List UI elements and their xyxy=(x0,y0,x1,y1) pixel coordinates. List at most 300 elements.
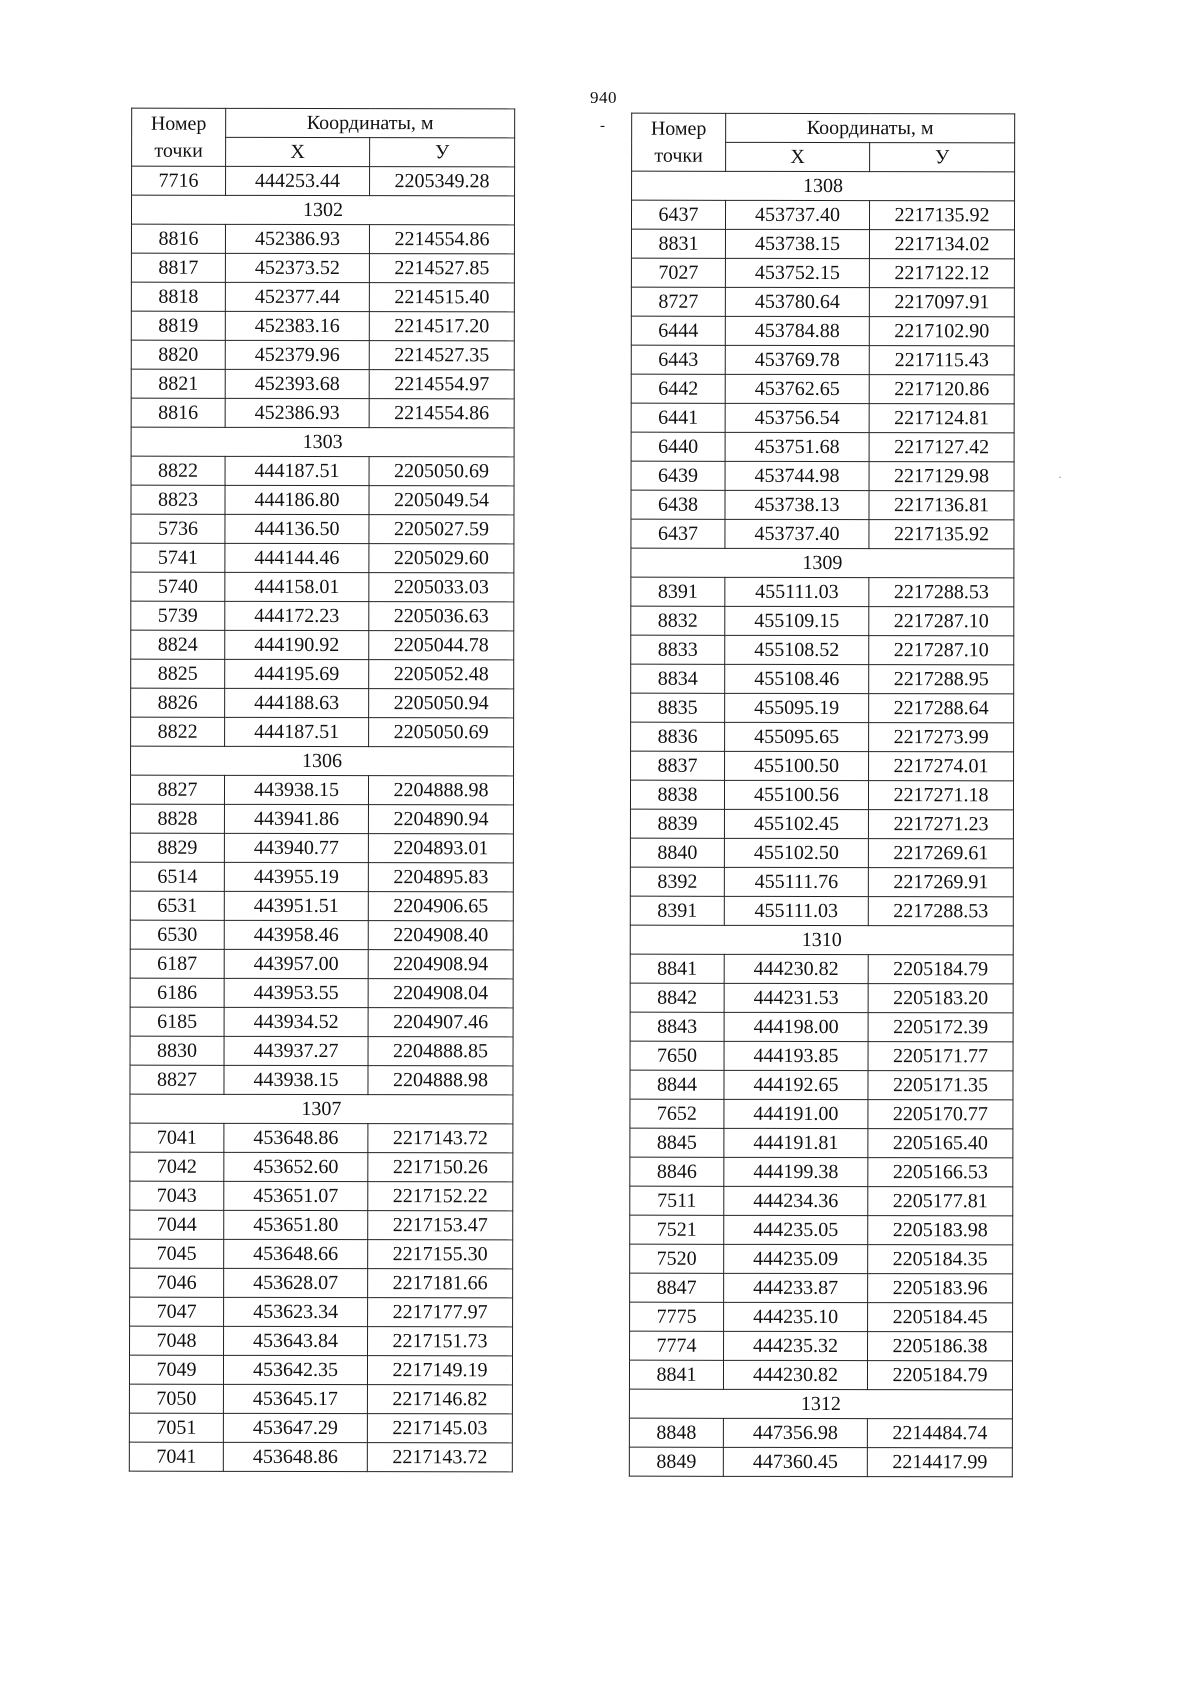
table-row xyxy=(129,1355,512,1385)
table-row xyxy=(131,543,514,573)
y-coordinate-cell: 2205183.20 xyxy=(868,984,1013,1013)
y-coordinate-cell: 2217135.92 xyxy=(869,520,1014,549)
y-header: У xyxy=(370,138,515,167)
x-coordinate-cell: 444187.51 xyxy=(225,717,369,746)
x-coordinate-cell: 444233.87 xyxy=(724,1273,868,1302)
table-row xyxy=(131,514,514,544)
point-number-cell: 6437 xyxy=(631,519,725,548)
table-row xyxy=(631,374,1014,404)
x-coordinate-cell: 452379.96 xyxy=(225,340,369,369)
table-row xyxy=(631,519,1014,549)
point-number-cell: 8839 xyxy=(630,809,724,838)
x-coordinate-cell: 453752.15 xyxy=(725,258,869,287)
y-coordinate-cell: 2217155.30 xyxy=(368,1240,513,1269)
y-coordinate-cell: 2217122.12 xyxy=(869,259,1014,288)
table-row xyxy=(631,577,1014,607)
point-number-cell: 8830 xyxy=(130,1036,224,1065)
y-coordinate-cell: 2217287.10 xyxy=(869,607,1014,636)
x-coordinate-cell: 443938.15 xyxy=(224,1065,368,1094)
point-number-cell: 7042 xyxy=(130,1152,224,1181)
point-number-cell: 8843 xyxy=(630,1012,724,1041)
x-coordinate-cell: 455108.46 xyxy=(725,664,869,693)
table-row xyxy=(131,369,514,399)
y-coordinate-cell: 2204893.01 xyxy=(368,834,513,863)
y-coordinate-cell: 2205029.60 xyxy=(369,544,514,573)
point-number-cell: 6443 xyxy=(631,345,725,374)
x-coordinate-cell: 444235.05 xyxy=(724,1215,868,1244)
point-number-cell: 7047 xyxy=(130,1297,224,1326)
x-coordinate-cell: 444188.63 xyxy=(225,688,369,717)
y-coordinate-cell: 2204908.94 xyxy=(368,950,513,979)
x-coordinate-cell: 444231.53 xyxy=(724,983,868,1012)
y-coordinate-cell: 2205050.69 xyxy=(369,718,514,747)
y-coordinate-cell: 2214515.40 xyxy=(369,283,514,312)
point-number-cell: 6444 xyxy=(631,316,725,345)
x-coordinate-cell: 444172.23 xyxy=(225,601,369,630)
table-row xyxy=(130,1036,513,1066)
y-coordinate-cell: 2205171.35 xyxy=(868,1071,1013,1100)
table-row xyxy=(630,1099,1013,1129)
y-coordinate-cell: 2217150.26 xyxy=(368,1153,513,1182)
section-row xyxy=(630,925,1013,955)
section-row xyxy=(131,746,514,776)
x-coordinate-cell: 452386.93 xyxy=(225,224,369,253)
point-number-cell: 6442 xyxy=(631,374,725,403)
x-coordinate-cell: 453648.86 xyxy=(224,1123,368,1152)
x-coordinate-cell: 444230.82 xyxy=(723,1360,867,1389)
table-row xyxy=(631,751,1014,781)
x-coordinate-cell: 453737.40 xyxy=(725,519,869,548)
x-coordinate-cell: 453737.40 xyxy=(725,200,869,229)
y-coordinate-cell: 2214527.85 xyxy=(369,254,514,283)
point-number-cell: 8829 xyxy=(130,833,224,862)
table-row xyxy=(631,229,1014,259)
table-row xyxy=(131,630,514,660)
x-coordinate-cell: 453651.07 xyxy=(224,1181,368,1210)
point-number-cell: 8816 xyxy=(131,224,225,253)
x-coordinate-cell: 444191.81 xyxy=(724,1128,868,1157)
point-number-cell: 6437 xyxy=(631,200,725,229)
y-coordinate-cell: 2205177.81 xyxy=(868,1187,1013,1216)
point-number-cell: 7045 xyxy=(130,1239,224,1268)
section-label: 1309 xyxy=(631,548,1014,578)
x-coordinate-cell: 455095.65 xyxy=(725,722,869,751)
y-coordinate-cell: 2217274.01 xyxy=(869,752,1014,781)
point-number-cell: 6187 xyxy=(130,949,224,978)
point-number-cell: 8816 xyxy=(131,398,225,427)
y-coordinate-cell: 2205052.48 xyxy=(369,660,514,689)
y-coordinate-cell: 2205184.79 xyxy=(868,955,1013,984)
table-row xyxy=(131,456,514,486)
y-coordinate-cell: 2204888.98 xyxy=(368,776,513,805)
y-coordinate-cell: 2205172.39 xyxy=(868,1013,1013,1042)
x-coordinate-cell: 453623.34 xyxy=(224,1297,368,1326)
y-coordinate-cell: 2204888.85 xyxy=(368,1037,513,1066)
section-label: 1303 xyxy=(131,427,514,457)
x-coordinate-cell: 444158.01 xyxy=(225,572,369,601)
x-coordinate-cell: 452373.52 xyxy=(225,253,369,282)
table-row xyxy=(131,398,514,428)
table-row xyxy=(130,804,513,834)
point-number-header-line2: точки xyxy=(654,144,703,167)
point-number-cell: 8826 xyxy=(131,688,225,717)
y-coordinate-cell: 2205050.69 xyxy=(369,457,514,486)
table-row xyxy=(631,606,1014,636)
y-coordinate-cell: 2217134.02 xyxy=(869,230,1014,259)
point-number-cell: 7775 xyxy=(630,1302,724,1331)
y-coordinate-cell: 2205186.38 xyxy=(868,1332,1013,1361)
x-coordinate-cell: 444235.10 xyxy=(724,1302,868,1331)
point-number-cell: 8849 xyxy=(629,1447,723,1476)
x-coordinate-cell: 447360.45 xyxy=(723,1447,867,1476)
x-coordinate-cell: 455111.03 xyxy=(725,577,869,606)
y-coordinate-cell: 2217288.64 xyxy=(869,694,1014,723)
x-coordinate-cell: 443938.15 xyxy=(224,775,368,804)
y-coordinate-cell: 2204906.65 xyxy=(368,892,513,921)
point-number-cell: 8845 xyxy=(630,1128,724,1157)
point-number-cell: 5740 xyxy=(131,572,225,601)
point-number-cell: 6531 xyxy=(130,891,224,920)
x-coordinate-cell: 444136.50 xyxy=(225,514,369,543)
section-label: 1312 xyxy=(629,1389,1012,1419)
x-coordinate-cell: 453738.15 xyxy=(725,229,869,258)
y-coordinate-cell: 2217115.43 xyxy=(869,346,1014,375)
x-coordinate-cell: 443934.52 xyxy=(224,1007,368,1036)
point-number-header xyxy=(632,113,726,171)
point-number-cell: 6530 xyxy=(130,920,224,949)
table-row xyxy=(131,601,514,631)
x-coordinate-cell: 453645.17 xyxy=(223,1384,367,1413)
point-number-cell: 8841 xyxy=(630,954,724,983)
x-coordinate-cell: 444253.44 xyxy=(226,166,370,195)
point-number-cell: 8827 xyxy=(130,775,224,804)
section-label: 1308 xyxy=(632,171,1015,201)
point-number-cell: 8822 xyxy=(131,717,225,746)
table-row xyxy=(132,166,515,196)
x-coordinate-cell: 444198.00 xyxy=(724,1012,868,1041)
point-number-cell: 7046 xyxy=(130,1268,224,1297)
point-number-cell: 8846 xyxy=(630,1157,724,1186)
point-number-cell: 8828 xyxy=(130,804,224,833)
point-number-cell: 7044 xyxy=(130,1210,224,1239)
point-number-cell: 7041 xyxy=(130,1123,224,1152)
point-number-cell: 7041 xyxy=(129,1442,223,1471)
table-row xyxy=(130,949,513,979)
table-row xyxy=(630,1070,1013,1100)
point-number-cell: 8842 xyxy=(630,983,724,1012)
coordinates-table-left xyxy=(129,108,515,1473)
point-number-cell: 8391 xyxy=(630,896,724,925)
table-row xyxy=(631,287,1014,317)
y-coordinate-cell: 2205027.59 xyxy=(369,515,514,544)
y-coordinate-cell: 2214554.86 xyxy=(369,225,514,254)
section-row xyxy=(632,171,1015,201)
point-number-cell: 8823 xyxy=(131,485,225,514)
y-coordinate-cell: 2217149.19 xyxy=(367,1356,512,1385)
x-coordinate-cell: 443937.27 xyxy=(224,1036,368,1065)
x-coordinate-cell: 455100.50 xyxy=(725,751,869,780)
point-number-cell: 8817 xyxy=(131,253,225,282)
y-coordinate-cell: 2217102.90 xyxy=(869,317,1014,346)
table-row xyxy=(629,1360,1012,1390)
x-coordinate-cell: 452377.44 xyxy=(225,282,369,311)
table-row xyxy=(131,311,514,341)
table-row xyxy=(130,862,513,892)
point-number-cell: 7520 xyxy=(630,1244,724,1273)
x-coordinate-cell: 443955.19 xyxy=(224,862,368,891)
section-label: 1310 xyxy=(630,925,1013,955)
table-row xyxy=(131,282,514,312)
table-row xyxy=(130,1268,513,1298)
table-row xyxy=(131,659,514,689)
point-number-cell: 6185 xyxy=(130,1007,224,1036)
point-number-cell: 7650 xyxy=(630,1041,724,1070)
x-coordinate-cell: 444195.69 xyxy=(225,659,369,688)
table-row xyxy=(631,432,1014,462)
table-row xyxy=(629,1447,1012,1477)
point-number-cell: 8834 xyxy=(631,664,725,693)
y-coordinate-cell: 2217269.91 xyxy=(868,868,1013,897)
table-row xyxy=(130,920,513,950)
point-number-cell: 7521 xyxy=(630,1215,724,1244)
point-number-cell: 8844 xyxy=(630,1070,724,1099)
x-coordinate-cell: 444230.82 xyxy=(724,954,868,983)
x-coordinate-cell: 453648.86 xyxy=(223,1442,367,1471)
y-coordinate-cell: 2205033.03 xyxy=(369,573,514,602)
section-label: 1307 xyxy=(130,1094,513,1124)
y-coordinate-cell: 2217097.91 xyxy=(869,288,1014,317)
table-row xyxy=(130,1007,513,1037)
y-coordinate-cell: 2217135.92 xyxy=(869,201,1014,230)
y-coordinate-cell: 2205049.54 xyxy=(369,486,514,515)
table-row xyxy=(630,954,1013,984)
y-coordinate-cell: 2217287.10 xyxy=(869,636,1014,665)
table-body-left xyxy=(129,166,514,1472)
point-number-header-line1: Номер xyxy=(150,112,207,135)
table-row xyxy=(129,1442,512,1472)
x-coordinate-cell: 444191.00 xyxy=(724,1099,868,1128)
point-number-cell: 8836 xyxy=(631,722,725,751)
point-number-cell: 7511 xyxy=(630,1186,724,1215)
table-row xyxy=(630,983,1013,1013)
point-number-cell: 7051 xyxy=(129,1413,223,1442)
point-number-header xyxy=(132,108,226,166)
y-header: У xyxy=(870,143,1015,172)
y-coordinate-cell: 2205349.28 xyxy=(370,167,515,196)
table-row xyxy=(131,224,514,254)
point-number-cell: 7774 xyxy=(630,1331,724,1360)
table-row xyxy=(630,1273,1013,1303)
point-number-cell: 5739 xyxy=(131,601,225,630)
y-coordinate-cell: 2205183.96 xyxy=(868,1274,1013,1303)
point-number-cell: 8831 xyxy=(631,229,725,258)
x-coordinate-cell: 444190.92 xyxy=(225,630,369,659)
table-row xyxy=(130,1152,513,1182)
x-coordinate-cell: 443940.77 xyxy=(224,833,368,862)
section-label: 1302 xyxy=(131,195,514,225)
table-row xyxy=(130,1239,513,1269)
y-coordinate-cell: 2217153.47 xyxy=(368,1211,513,1240)
point-number-cell: 8825 xyxy=(131,659,225,688)
y-coordinate-cell: 2205184.35 xyxy=(868,1245,1013,1274)
point-number-cell: 7043 xyxy=(130,1181,224,1210)
y-coordinate-cell: 2217136.81 xyxy=(869,491,1014,520)
table-row xyxy=(631,200,1014,230)
x-coordinate-cell: 453651.80 xyxy=(224,1210,368,1239)
section-label: 1306 xyxy=(131,746,514,776)
y-coordinate-cell: 2217151.73 xyxy=(368,1327,513,1356)
table-row xyxy=(130,833,513,863)
table-row xyxy=(131,485,514,515)
point-number-cell: 6441 xyxy=(631,403,725,432)
x-coordinate-cell: 453643.84 xyxy=(224,1326,368,1355)
point-number-cell: 8838 xyxy=(630,780,724,809)
point-number-cell: 8840 xyxy=(630,838,724,867)
page-dash: - xyxy=(600,118,605,134)
point-number-cell: 7716 xyxy=(132,166,226,195)
table-row xyxy=(630,1215,1013,1245)
point-number-cell: 6514 xyxy=(130,862,224,891)
y-coordinate-cell: 2217181.66 xyxy=(368,1269,513,1298)
x-coordinate-cell: 443951.51 xyxy=(224,891,368,920)
x-coordinate-cell: 455095.19 xyxy=(725,693,869,722)
table-row xyxy=(131,253,514,283)
point-number-cell: 6438 xyxy=(631,490,725,519)
point-number-cell: 7652 xyxy=(630,1099,724,1128)
table-row xyxy=(631,635,1014,665)
table-row xyxy=(630,809,1013,839)
x-coordinate-cell: 453784.88 xyxy=(725,316,869,345)
y-coordinate-cell: 2217177.97 xyxy=(368,1298,513,1327)
section-row xyxy=(131,427,514,457)
y-coordinate-cell: 2205183.98 xyxy=(868,1216,1013,1245)
table-row xyxy=(131,688,514,718)
table-row xyxy=(631,722,1014,752)
x-header: X xyxy=(726,142,870,171)
y-coordinate-cell: 2217146.82 xyxy=(367,1385,512,1414)
y-coordinate-cell: 2217271.23 xyxy=(868,810,1013,839)
y-coordinate-cell: 2214484.74 xyxy=(867,1419,1012,1448)
table-row xyxy=(130,1297,513,1327)
point-number-cell: 6440 xyxy=(631,432,725,461)
table-row xyxy=(130,1210,513,1240)
y-coordinate-cell: 2217288.53 xyxy=(869,578,1014,607)
y-coordinate-cell: 2205166.53 xyxy=(868,1158,1013,1187)
table-row xyxy=(629,1418,1012,1448)
point-number-cell: 7027 xyxy=(631,258,725,287)
point-number-cell: 8833 xyxy=(631,635,725,664)
table-row xyxy=(630,780,1013,810)
y-coordinate-cell: 2217143.72 xyxy=(368,1124,513,1153)
x-coordinate-cell: 453756.54 xyxy=(725,403,869,432)
table-row xyxy=(131,572,514,602)
y-coordinate-cell: 2217288.53 xyxy=(868,897,1013,926)
x-coordinate-cell: 444186.80 xyxy=(225,485,369,514)
table-row xyxy=(630,867,1013,897)
x-coordinate-cell: 455109.15 xyxy=(725,606,869,635)
table-row xyxy=(130,1181,513,1211)
table-row xyxy=(631,664,1014,694)
table-row xyxy=(631,693,1014,723)
y-coordinate-cell: 2217124.81 xyxy=(869,404,1014,433)
point-number-cell: 8391 xyxy=(631,577,725,606)
x-coordinate-cell: 444235.32 xyxy=(724,1331,868,1360)
table-row xyxy=(631,461,1014,491)
x-coordinate-cell: 453647.29 xyxy=(223,1413,367,1442)
x-coordinate-cell: 443957.00 xyxy=(224,949,368,978)
y-coordinate-cell: 2205170.77 xyxy=(868,1100,1013,1129)
point-number-cell: 7049 xyxy=(129,1355,223,1384)
y-coordinate-cell: 2205050.94 xyxy=(369,689,514,718)
y-coordinate-cell: 2205184.79 xyxy=(867,1361,1012,1390)
x-coordinate-cell: 453780.64 xyxy=(725,287,869,316)
point-number-cell: 8848 xyxy=(629,1418,723,1447)
coordinates-header: Координаты, м xyxy=(226,108,515,138)
x-coordinate-cell: 453628.07 xyxy=(224,1268,368,1297)
x-coordinate-cell: 453751.68 xyxy=(725,432,869,461)
y-coordinate-cell: 2217288.95 xyxy=(869,665,1014,694)
y-coordinate-cell: 2204908.04 xyxy=(368,979,513,1008)
point-number-cell: 8837 xyxy=(631,751,725,780)
x-coordinate-cell: 455111.76 xyxy=(724,867,868,896)
table-row xyxy=(630,1157,1013,1187)
table-row xyxy=(130,775,513,805)
x-coordinate-cell: 453744.98 xyxy=(725,461,869,490)
coordinates-table-right xyxy=(629,113,1015,1478)
x-coordinate-cell: 444235.09 xyxy=(724,1244,868,1273)
point-number-cell: 6186 xyxy=(130,978,224,1007)
point-number-cell: 5741 xyxy=(131,543,225,572)
x-coordinate-cell: 444187.51 xyxy=(225,456,369,485)
y-coordinate-cell: 2214554.97 xyxy=(369,370,514,399)
x-coordinate-cell: 452386.93 xyxy=(225,398,369,427)
section-row xyxy=(631,548,1014,578)
table-row xyxy=(630,1041,1013,1071)
y-coordinate-cell: 2205165.40 xyxy=(868,1129,1013,1158)
x-coordinate-cell: 453762.65 xyxy=(725,374,869,403)
y-coordinate-cell: 2217127.42 xyxy=(869,433,1014,462)
table-row xyxy=(130,891,513,921)
point-number-header-line1: Номер xyxy=(650,117,707,140)
x-coordinate-cell: 444199.38 xyxy=(724,1157,868,1186)
y-coordinate-cell: 2214527.35 xyxy=(369,341,514,370)
y-coordinate-cell: 2217145.03 xyxy=(367,1414,512,1443)
x-coordinate-cell: 444193.85 xyxy=(724,1041,868,1070)
y-coordinate-cell: 2204907.46 xyxy=(368,1008,513,1037)
y-coordinate-cell: 2205036.63 xyxy=(369,602,514,631)
section-row xyxy=(629,1389,1012,1419)
y-coordinate-cell: 2217273.99 xyxy=(869,723,1014,752)
y-coordinate-cell: 2204888.98 xyxy=(368,1066,513,1095)
x-coordinate-cell: 452393.68 xyxy=(225,369,369,398)
table-row xyxy=(631,258,1014,288)
point-number-cell: 8821 xyxy=(131,369,225,398)
x-coordinate-cell: 444192.65 xyxy=(724,1070,868,1099)
point-number-cell: 8827 xyxy=(130,1065,224,1094)
x-coordinate-cell: 455108.52 xyxy=(725,635,869,664)
x-coordinate-cell: 453769.78 xyxy=(725,345,869,374)
point-number-cell: 8818 xyxy=(131,282,225,311)
point-number-cell: 8824 xyxy=(131,630,225,659)
table-row xyxy=(130,1123,513,1153)
y-coordinate-cell: 2205044.78 xyxy=(369,631,514,660)
table-row xyxy=(631,345,1014,375)
point-number-cell: 8820 xyxy=(131,340,225,369)
table-row xyxy=(130,1326,513,1356)
table-row xyxy=(630,838,1013,868)
x-coordinate-cell: 453648.66 xyxy=(224,1239,368,1268)
y-coordinate-cell: 2214554.86 xyxy=(369,399,514,428)
